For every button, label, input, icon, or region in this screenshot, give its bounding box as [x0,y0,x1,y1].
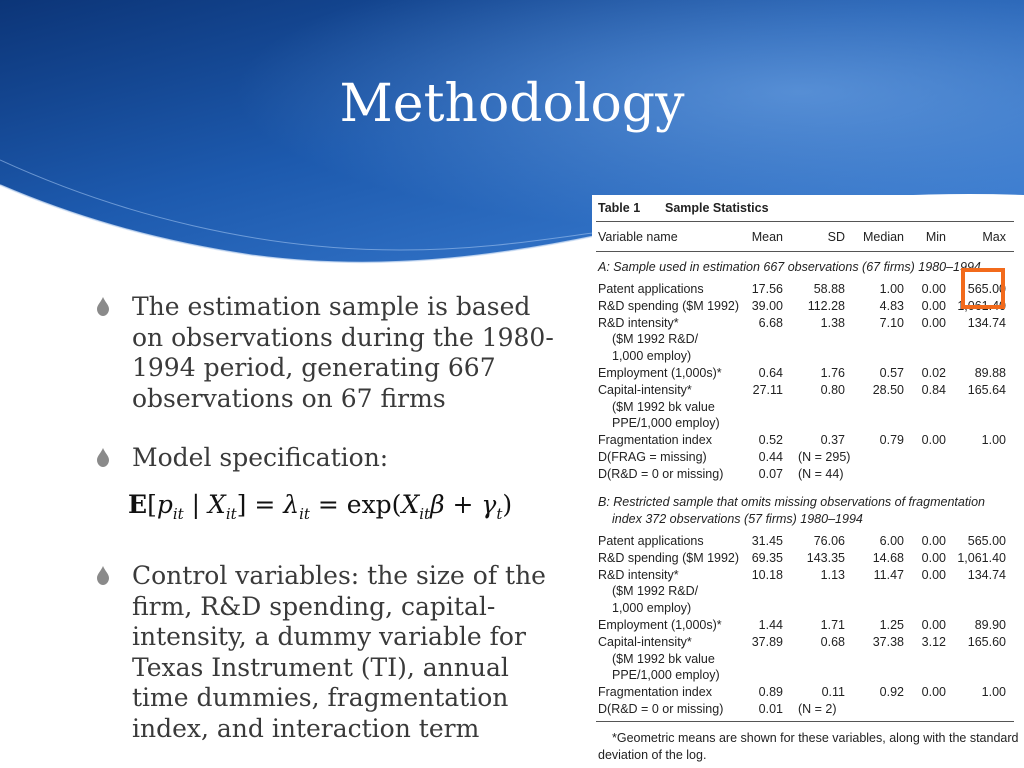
table-cell: (N = 44) [798,466,844,481]
table-cell: 0.92 [879,685,904,700]
formula-x: X [208,490,226,519]
table-cell: 0.68 [820,634,845,649]
table-cell: 58.88 [813,282,845,296]
table-cell: 7.10 [879,315,904,330]
table-cell: 0.00 [921,550,946,565]
table-cell: 0.00 [921,315,946,330]
table-cell: 37.89 [751,634,783,649]
table-cell: 0.80 [820,382,845,397]
formula-sub: it [172,505,184,523]
formula-sub: t [496,505,503,523]
table-cell: 0.37 [820,433,845,448]
table-cell: 0.52 [758,433,783,448]
table-cell: 14.68 [872,550,904,565]
table-cell: 0.01 [758,702,783,716]
fleur-bullet-icon [96,297,110,317]
table-cell: 1,000 employ) [612,349,692,364]
table-cell: 0.00 [921,534,946,548]
table-caption: Sample Statistics [665,201,769,215]
table-header-cell: Mean [751,230,783,244]
table-cell: ($M 1992 bk value [612,399,715,414]
table-cell: 11.47 [873,567,904,582]
table-cell: 143.35 [806,550,845,565]
table-header-cell: Median [863,230,904,244]
table-cell: 165.60 [967,634,1006,649]
table-header-cell: Variable name [598,230,678,244]
table-cell: 0.84 [921,382,946,397]
table-footnote: *Geometric means are shown for these variables, along with the standard [612,731,1019,745]
table-header-cell: Min [925,230,946,244]
table-cell: R&D intensity* [598,315,679,330]
table-cell: Employment (1,000s)* [598,618,722,632]
table-cell: 89.88 [974,366,1006,380]
panel-a-caption: A: Sample used in estimation 667 observations (67 firms) 1980–1994 [598,260,981,274]
bullet-text: Control variables: the size of the firm, R&D spending, capital-intensity, a dummy variable for Texas Instrument (TI), annual time dummies, fragmentation index, and interaction term [132,561,546,743]
model-formula [128,490,512,523]
table-cell: 112.28 [807,298,845,313]
table-cell: Capital-intensity* [598,382,692,397]
table-cell: 0.00 [921,433,946,448]
table-cell: PPE/1,000 employ) [612,416,720,431]
table-cell: 0.00 [921,298,946,313]
table-cell: 4.83 [879,298,904,313]
table-cell: ($M 1992 bk value [612,651,715,666]
table-cell: Fragmentation index [598,433,712,448]
table-cell: ($M 1992 R&D/ [612,332,699,347]
table-cell: 1,061.40 [957,550,1006,565]
table-header-cell: SD [827,230,845,244]
formula-sub: it [225,505,237,523]
table-cell: 1.13 [820,567,845,582]
table-cell: 28.50 [872,382,904,397]
bullet-estimation-sample [96,292,566,414]
table-cell: 6.00 [879,534,904,548]
table-cell: 1.00 [879,282,904,296]
table-cell: Patent applications [598,282,704,296]
bullet-model-specification [96,443,566,474]
table-footnote-line2: deviation of the log. [598,748,707,762]
formula-exp: = exp( [309,490,402,519]
table-cell: 0.57 [879,366,904,380]
table-header-cell: Max [982,230,1006,244]
slide-title: Methodology [339,74,685,134]
table-cell: 0.07 [758,466,783,481]
formula-bracket: [ [147,490,157,519]
formula-p: p [156,490,173,519]
table-cell: PPE/1,000 employ) [612,668,720,683]
table-cell: R&D spending ($M 1992) [598,298,740,313]
table-cell: 565.00 [967,534,1006,548]
table-cell: Capital-intensity* [598,634,692,649]
table-cell: 0.00 [921,685,946,700]
bullet-text: The estimation sample is based on observations during the 1980-1994 period, generating 667 observations on 67 firms [132,292,554,413]
panel-b-caption: B: Restricted sample that omits missing observations of fragmentation [598,495,985,509]
table-label: Table 1 [598,201,641,215]
table-cell: 1,000 employ) [612,601,692,616]
table-cell: 1.38 [820,315,845,330]
table-cell: 134.74 [967,567,1006,582]
table-cell: 0.89 [758,685,783,700]
table-cell: (N = 295) [798,450,851,464]
table-cell: 0.00 [921,282,946,296]
table-cell: 39.00 [751,298,783,313]
fleur-bullet-icon [96,566,110,586]
table-cell: 1.00 [981,433,1006,448]
highlight-box [961,268,1005,309]
table-cell: R&D spending ($M 1992) [598,550,740,565]
table-cell: D(FRAG = missing) [598,450,707,464]
table-cell: Employment (1,000s)* [598,366,722,380]
table-cell: 1,061.40 [957,298,1006,313]
table-cell: R&D intensity* [598,567,679,582]
table-cell: 76.06 [813,534,845,548]
sample-statistics-table [592,195,1024,768]
table-cell: 165.64 [967,382,1006,397]
formula-sub: it [299,505,310,523]
fleur-bullet-icon [96,448,110,468]
table-cell: 1.76 [820,366,845,380]
table-cell: 27.11 [752,382,783,397]
formula-e: E [128,490,148,519]
table-cell: Fragmentation index [598,685,712,700]
table-cell: 37.38 [872,634,904,649]
table-cell: 565.00 [967,282,1006,296]
bullet-text: Model specification: [132,443,389,472]
formula-beta: β + [430,490,482,519]
table-cell: 1.44 [758,618,783,632]
table-cell: D(R&D = 0 or missing) [598,466,724,481]
table-cell: 69.35 [751,550,783,565]
formula-lambda: λ [283,490,300,519]
table-cell: 0.64 [758,366,783,380]
table-rule [596,221,1014,222]
panel-b-caption-line2: index 372 observations (57 firms) 1980–1994 [612,512,863,526]
table-cell: Patent applications [598,534,704,548]
table-cell: 1.25 [879,618,904,632]
table-cell: 0.11 [821,685,845,700]
table-cell: 17.56 [751,282,783,296]
formula-eq: ] = [236,490,284,519]
formula-gamma: γ [481,490,497,519]
table-cell: 10.18 [751,567,783,582]
table-cell: 1.00 [981,685,1006,700]
formula-paren: ) [502,490,513,519]
table-cell: 89.90 [974,618,1006,632]
table-cell: 31.45 [751,534,783,548]
table-cell: 134.74 [967,315,1006,330]
table-cell: 6.68 [758,315,783,330]
formula-x: X [401,490,420,519]
table-cell: 0.00 [921,567,946,582]
table-cell: D(R&D = 0 or missing) [598,702,724,716]
table-cell: 1.71 [820,618,845,632]
formula-bar: | [183,490,208,519]
bullet-control-variables [96,561,566,744]
formula-sub: it [419,505,431,523]
table-cell: (N = 2) [798,702,837,716]
table-rule [596,721,1014,722]
table-cell: 0.79 [879,433,904,448]
table-rule [596,251,1014,252]
table-cell: ($M 1992 R&D/ [612,584,699,599]
table-cell: 0.00 [921,618,946,632]
table-cell: 0.44 [758,450,783,464]
table-cell: 3.12 [921,634,946,649]
table-cell: 0.02 [921,366,946,380]
